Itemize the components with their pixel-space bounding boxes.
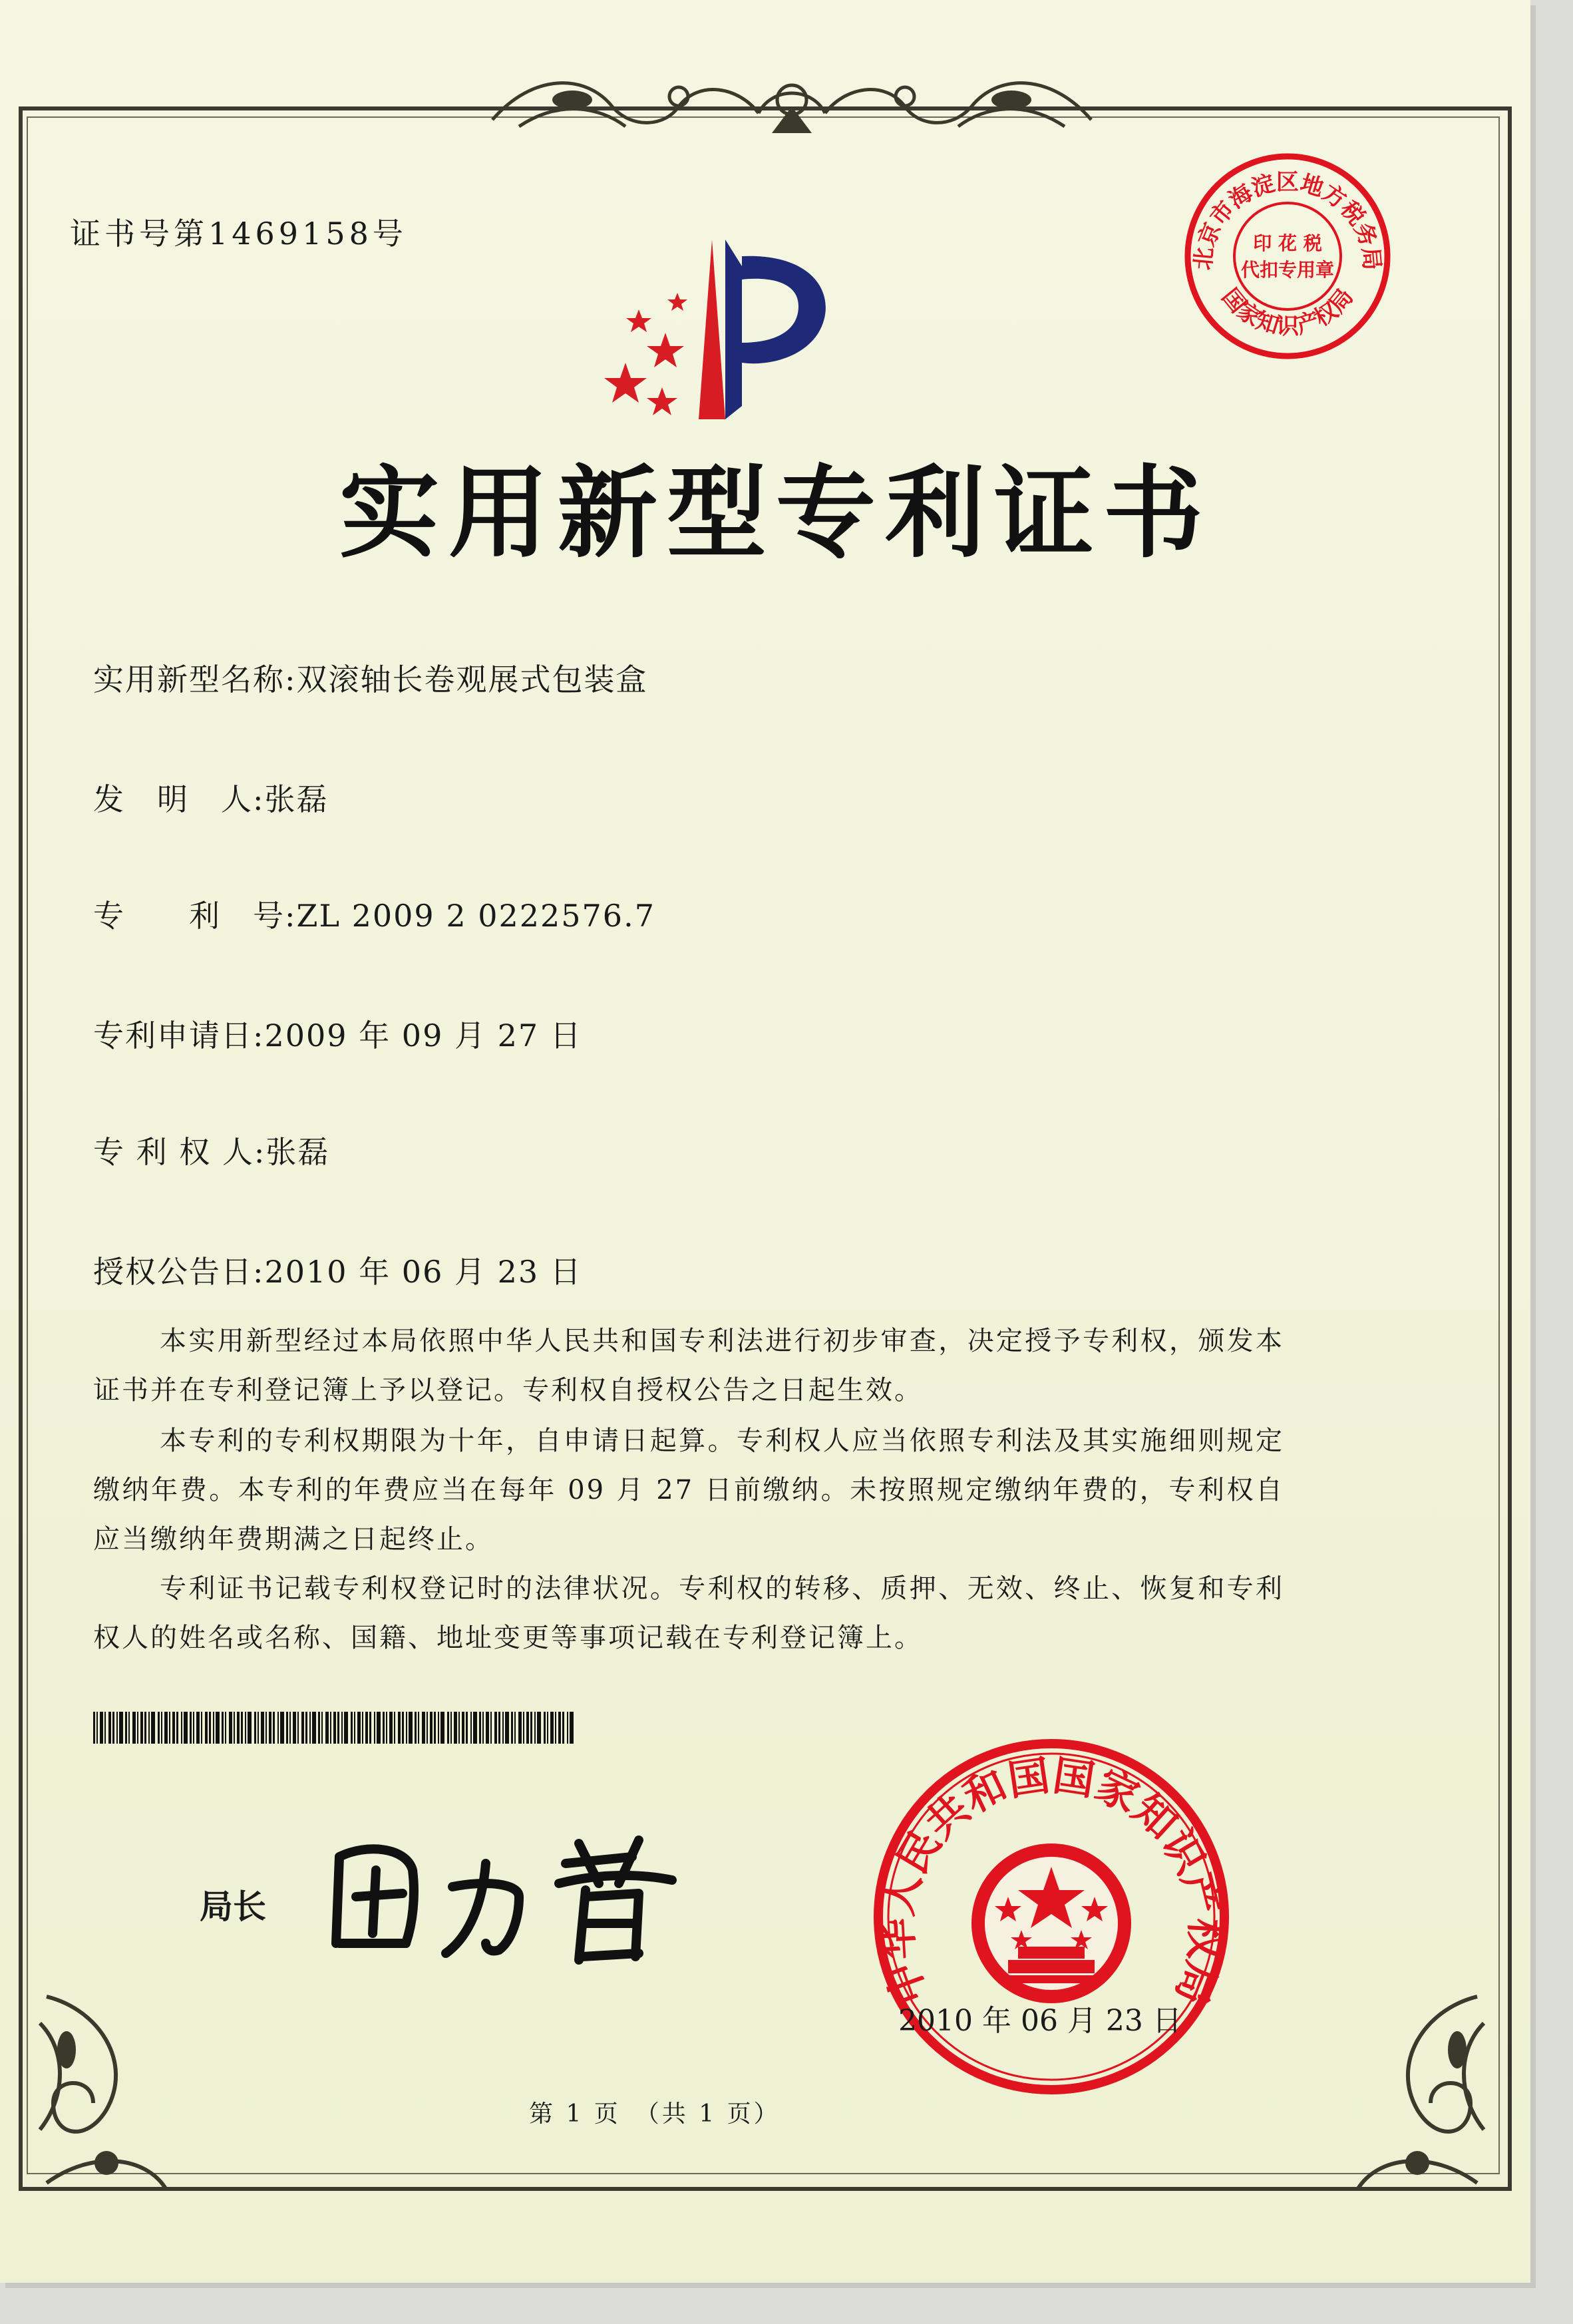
paragraph-legal-status: 专利证书记载专利权登记时的法律状况。专利权的转移、质押、无效、终止、恢复和专利权人的姓名或名称、国籍、地址变更等事项记载在专利登记簿上。 bbox=[93, 1573, 1284, 1653]
barcode-bar bbox=[225, 1712, 226, 1744]
barcode-bar bbox=[418, 1712, 419, 1744]
barcode-bar bbox=[222, 1712, 224, 1744]
barcode-bar bbox=[351, 1712, 353, 1744]
barcode-bar bbox=[193, 1712, 194, 1744]
certificate-number: 证书号第1469158号 bbox=[70, 216, 407, 252]
barcode-bar bbox=[213, 1712, 214, 1744]
barcode-bar bbox=[132, 1712, 136, 1744]
barcode-bar bbox=[164, 1712, 168, 1744]
barcode-bar bbox=[333, 1712, 336, 1744]
barcode-bar bbox=[558, 1712, 561, 1744]
director-label: 局长 bbox=[200, 1887, 266, 1926]
field-application-date bbox=[93, 1012, 582, 1056]
barcode-bar bbox=[490, 1712, 492, 1744]
barcode-bar bbox=[374, 1712, 375, 1744]
barcode-bar bbox=[344, 1712, 348, 1744]
barcode-bar bbox=[362, 1712, 363, 1744]
barcode-bar bbox=[570, 1712, 574, 1744]
barcode-bar bbox=[108, 1712, 111, 1744]
barcode-bar bbox=[357, 1712, 361, 1744]
tax-stamp-bottom-text: 国家知识产权局 bbox=[1216, 284, 1359, 340]
barcode-bar bbox=[176, 1712, 178, 1744]
field-label: 授权公告日: bbox=[93, 1254, 265, 1290]
barcode-bar bbox=[462, 1712, 464, 1744]
barcode-bar bbox=[309, 1712, 311, 1744]
paragraph-term: 本专利的专利权期限为十年，自申请日起算。专利权人应当依照专利法及其实施细则规定缴纳年费。本专利的年费应当在每年 09 月 27 日前缴纳。未按照规定缴纳年费的，专利权自应当缴纳年费期满之日起终止。 bbox=[93, 1426, 1284, 1555]
barcode-bar bbox=[479, 1712, 481, 1744]
field-patentee bbox=[93, 1128, 329, 1172]
field-inventor bbox=[93, 775, 329, 819]
barcode-bar bbox=[119, 1712, 123, 1744]
field-patent-number bbox=[93, 892, 655, 936]
star-icon bbox=[604, 293, 687, 415]
barcode-bar bbox=[365, 1712, 368, 1744]
barcode-bar bbox=[325, 1712, 329, 1744]
barcode-bar bbox=[229, 1712, 232, 1744]
barcode-bar bbox=[502, 1712, 504, 1744]
barcode-bar bbox=[526, 1712, 529, 1744]
field-label: 专 利 号: bbox=[93, 898, 297, 934]
barcode-bar bbox=[422, 1712, 425, 1744]
barcode-bar bbox=[96, 1712, 98, 1744]
barcode-bar bbox=[265, 1712, 267, 1744]
field-label: 发 明 人: bbox=[93, 781, 265, 817]
field-value: ZL 2009 2 0222576.7 bbox=[296, 898, 655, 934]
barcode-bar bbox=[523, 1712, 524, 1744]
barcode-bar bbox=[389, 1712, 393, 1744]
barcode-bar bbox=[555, 1712, 556, 1744]
barcode-bar bbox=[567, 1712, 568, 1744]
barcode-bar bbox=[241, 1712, 243, 1744]
barcode-icon bbox=[93, 1712, 579, 1745]
barcode-bar bbox=[128, 1712, 130, 1744]
barcode-bar bbox=[466, 1712, 468, 1744]
barcode-bar bbox=[116, 1712, 118, 1744]
barcode-bar bbox=[330, 1712, 331, 1744]
barcode-bar bbox=[318, 1712, 320, 1744]
barcode-bar bbox=[181, 1712, 182, 1744]
barcode-bar bbox=[505, 1712, 509, 1744]
barcode-bar bbox=[402, 1712, 404, 1744]
barcode-bar bbox=[440, 1712, 444, 1744]
field-label: 专利申请日: bbox=[93, 1018, 265, 1054]
barcode-bar bbox=[245, 1712, 246, 1744]
barcode-bar bbox=[321, 1712, 323, 1744]
barcode-bar bbox=[289, 1712, 291, 1744]
barcode-bar bbox=[137, 1712, 138, 1744]
barcode-bar bbox=[140, 1712, 143, 1744]
field-label: 专 利 权 人: bbox=[93, 1134, 266, 1170]
barcode-bar bbox=[406, 1712, 407, 1744]
barcode-bar bbox=[190, 1712, 192, 1744]
barcode-bar bbox=[398, 1712, 401, 1744]
svg-text:国家知识产权局 bbox=[1216, 284, 1359, 339]
barcode-bar bbox=[415, 1712, 417, 1744]
barcode-bar bbox=[383, 1712, 385, 1744]
barcode-bar bbox=[216, 1712, 220, 1744]
barcode-bar bbox=[386, 1712, 387, 1744]
barcode-bar bbox=[209, 1712, 211, 1744]
paragraph-grant: 本实用新型经过本局依照中华人民共和国专利法进行初步审查，决定授予专利权，颁发本证书并在专利登记簿上予以登记。专利权自授权公告之日起生效。 bbox=[93, 1326, 1284, 1406]
barcode-bar bbox=[201, 1712, 202, 1744]
barcode-bar bbox=[486, 1712, 489, 1744]
barcode-bar bbox=[454, 1712, 457, 1744]
barcode-bar bbox=[237, 1712, 240, 1744]
barcode-bar bbox=[293, 1712, 296, 1744]
director-signature bbox=[319, 1817, 692, 1970]
barcode-bar bbox=[248, 1712, 252, 1744]
barcode-bar bbox=[377, 1712, 381, 1744]
field-grant-date bbox=[93, 1248, 582, 1292]
barcode-bar bbox=[234, 1712, 235, 1744]
barcode-bar bbox=[438, 1712, 439, 1744]
tax-stamp bbox=[1178, 146, 1397, 366]
barcode-bar bbox=[254, 1712, 256, 1744]
barcode-bar bbox=[498, 1712, 500, 1744]
field-value: 2009 年 09 月 27 日 bbox=[264, 1018, 582, 1054]
barcode-bar bbox=[151, 1712, 155, 1744]
field-utility-model-name bbox=[93, 656, 648, 699]
barcode-bar bbox=[269, 1712, 271, 1744]
barcode-bar bbox=[258, 1712, 259, 1744]
barcode-bar bbox=[550, 1712, 554, 1744]
barcode-bar bbox=[470, 1712, 472, 1744]
barcode-bar bbox=[369, 1712, 371, 1744]
barcode-bar bbox=[537, 1712, 541, 1744]
barcode-bar bbox=[144, 1712, 146, 1744]
barcode-bar bbox=[458, 1712, 460, 1744]
barcode-bar bbox=[277, 1712, 279, 1744]
barcode-bar bbox=[297, 1712, 299, 1744]
barcode-bar bbox=[125, 1712, 127, 1744]
tax-stamp-line2: 代扣专用章 bbox=[1240, 259, 1335, 281]
barcode-bar bbox=[280, 1712, 284, 1744]
barcode-bar bbox=[273, 1712, 275, 1744]
barcode-bar bbox=[205, 1712, 208, 1744]
corner-ornament-bottom-left-icon bbox=[27, 1983, 180, 2203]
barcode-bar bbox=[409, 1712, 413, 1744]
top-ornament-icon bbox=[479, 60, 1105, 146]
page-title: 实用新型专利证书 bbox=[339, 455, 1213, 572]
barcode-bar bbox=[394, 1712, 395, 1744]
barcode-bar bbox=[530, 1712, 532, 1744]
barcode-bar bbox=[93, 1712, 95, 1744]
seal-date: 2010 年 06 月 23 日 bbox=[898, 2004, 1182, 2038]
barcode-bar bbox=[337, 1712, 339, 1744]
national-ipa-seal bbox=[865, 1730, 1238, 2103]
barcode-bar bbox=[104, 1712, 106, 1744]
tax-stamp-line1: 印 花 税 bbox=[1253, 232, 1322, 254]
barcode-bar bbox=[434, 1712, 436, 1744]
barcode-bar bbox=[169, 1712, 170, 1744]
barcode-bar bbox=[184, 1712, 188, 1744]
barcode-bar bbox=[482, 1712, 484, 1744]
barcode-bar bbox=[301, 1712, 304, 1744]
patent-logo-icon bbox=[599, 226, 852, 426]
barcode-bar bbox=[148, 1712, 150, 1744]
national-emblem-icon bbox=[971, 1843, 1131, 2003]
barcode-bar bbox=[196, 1712, 200, 1744]
barcode-bar bbox=[473, 1712, 477, 1744]
seal-outer-text: 中华人民共和国国家知识产权局 bbox=[872, 1750, 1231, 2011]
barcode-bar bbox=[112, 1712, 114, 1744]
tax-stamp-outer-text: 北京市海淀区地方税务局 bbox=[1190, 168, 1385, 272]
corner-ornament-bottom-right-icon bbox=[1344, 1983, 1497, 2203]
field-label: 实用新型名称: bbox=[93, 662, 297, 697]
barcode-bar bbox=[172, 1712, 175, 1744]
field-value: 2010 年 06 月 23 日 bbox=[264, 1254, 582, 1290]
field-value: 张磊 bbox=[265, 1134, 330, 1170]
barcode-bar bbox=[100, 1712, 103, 1744]
barcode-bar bbox=[518, 1712, 522, 1744]
barcode-bar bbox=[534, 1712, 536, 1744]
barcode-bar bbox=[450, 1712, 452, 1744]
barcode-bar bbox=[354, 1712, 355, 1744]
barcode-bar bbox=[158, 1712, 160, 1744]
barcode-bar bbox=[494, 1712, 497, 1744]
barcode-bar bbox=[427, 1712, 428, 1744]
field-value: 张磊 bbox=[264, 781, 329, 817]
barcode-bar bbox=[286, 1712, 288, 1744]
barcode-bar bbox=[562, 1712, 564, 1744]
barcode-bar bbox=[511, 1712, 513, 1744]
barcode-bar bbox=[544, 1712, 546, 1744]
barcode-bar bbox=[341, 1712, 343, 1744]
barcode-bar bbox=[547, 1712, 548, 1744]
barcode-bar bbox=[447, 1712, 449, 1744]
barcode-bar bbox=[514, 1712, 516, 1744]
field-value: 双滚轴长卷观展式包装盒 bbox=[296, 662, 648, 697]
barcode-bar bbox=[430, 1712, 433, 1744]
barcode-bar bbox=[261, 1712, 264, 1744]
barcode-bar bbox=[161, 1712, 162, 1744]
barcode-bar bbox=[305, 1712, 307, 1744]
page-indicator: 第 1 页 （共 1 页） bbox=[529, 2100, 781, 2128]
barcode-bar bbox=[312, 1712, 316, 1744]
